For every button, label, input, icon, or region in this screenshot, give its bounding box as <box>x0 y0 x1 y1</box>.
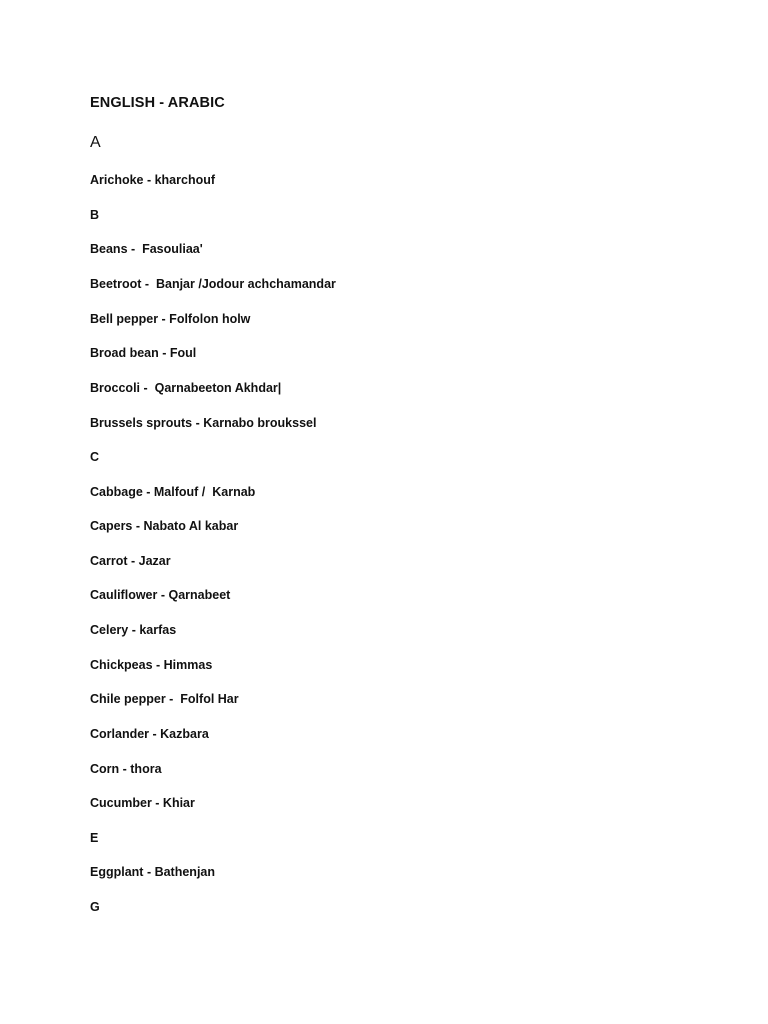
entry-carrot: Carrot - Jazar <box>90 554 171 568</box>
section-letter-e: E <box>90 831 99 845</box>
entry-chickpeas: Chickpeas - Himmas <box>90 658 213 672</box>
entry-eggplant: Eggplant - Bathenjan <box>90 865 215 879</box>
entry-broad-bean: Broad bean - Foul <box>90 346 197 360</box>
section-letter-g: G <box>90 900 100 914</box>
entry-artichoke: Arichoke - kharchouf <box>90 173 216 187</box>
section-letter-a: A <box>90 134 101 151</box>
section-letter-c: C <box>90 450 100 464</box>
entry-celery: Celery - karfas <box>90 623 177 637</box>
entry-cauliflower: Cauliflower - Qarnabeet <box>90 588 231 602</box>
section-letter-b: B <box>90 208 100 222</box>
entry-capers: Capers - Nabato Al kabar <box>90 519 239 533</box>
document-title: ENGLISH - ARABIC <box>90 95 225 111</box>
entry-beans: Beans - Fasouliaa' <box>90 242 203 256</box>
entry-chile-pepper: Chile pepper - Folfol Har <box>90 692 239 706</box>
entry-beetroot: Beetroot - Banjar /Jodour achchamandar <box>90 277 336 291</box>
entry-coriander: Corlander - Kazbara <box>90 727 209 741</box>
entry-cucumber: Cucumber - Khiar <box>90 796 195 810</box>
entry-corn: Corn - thora <box>90 762 162 776</box>
entry-broccoli: Broccoli - Qarnabeeton Akhdar| <box>90 381 282 395</box>
entry-bell-pepper: Bell pepper - Folfolon holw <box>90 312 251 326</box>
entry-cabbage: Cabbage - Malfouf / Karnab <box>90 485 256 499</box>
entry-brussels-sprouts: Brussels sprouts - Karnabo broukssel <box>90 416 317 430</box>
